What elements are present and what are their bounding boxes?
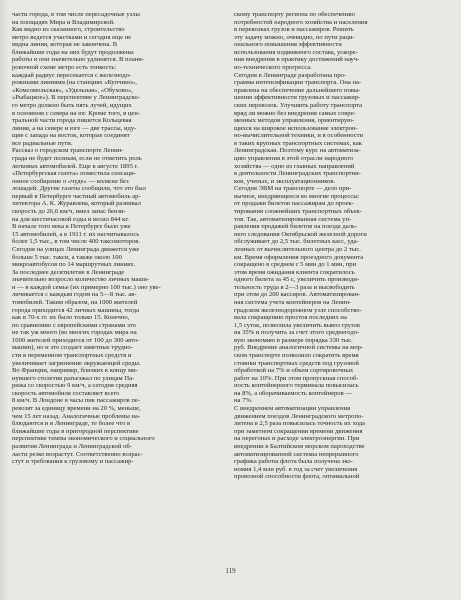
text-line: вычное, внедряющееся во многие процессы:: [234, 192, 360, 200]
text-line: как в 70-х гг. их было только 15. Конечно,: [12, 314, 130, 322]
text-line: на для шестичасовой езды и весил 844 кг.: [12, 215, 129, 223]
text-line: н — в каждой семье (их примерно 100 тыс.) оно уве-: [12, 283, 161, 291]
text-line: потребностей народного хозяйства и населения: [234, 18, 368, 26]
text-line: микроавтобусов по 14 маршрутных линиях.: [12, 261, 136, 269]
text-line: номия 1,4 млн руб. в год за счет увеличения: [234, 465, 358, 473]
text-line: личивается с каждым годом на 5—8 тыс. ав-: [12, 291, 137, 299]
text-line: тральной части города пишется Кольцевая: [12, 117, 132, 125]
right-column: [234, 11, 443, 481]
text-line: чем 15 лет назад. Аналогичные проблемы на-: [12, 412, 141, 420]
text-line: Во Франции, например, близких к концу ми-: [12, 367, 138, 375]
text-line: сокращено в среднем с 5 мин до 1 мин, при: [234, 261, 357, 269]
binding-shadow: [0, 0, 8, 600]
text-line: грамма интенсификации транспорта. Она на-: [234, 79, 362, 87]
text-line: тирования сложнейших транспортных объек-: [234, 208, 362, 216]
text-line: цию управления в этой отрасли народного: [234, 154, 354, 162]
text-line: Ленинградская. Поэтому курс на автоматиза-: [234, 147, 361, 155]
text-line: каждый радиус пересекается с железнодо-: [12, 71, 132, 79]
text-line: Сегодня на улицах Ленинграда движется уже: [12, 245, 140, 253]
text-line: обработкой на 7% и объем сортировочных: [234, 367, 354, 375]
text-line: работы и они значительно удлинятся. В плани-: [12, 56, 145, 64]
text-line: скорость до 26,6 км/ч, имел запас бензи-: [12, 208, 126, 216]
text-line: ков, ученых, и эксплуатационников.: [234, 177, 336, 185]
text-line: 8 км/ч. В Лондоне в часы пик пассажиров пе-: [12, 397, 141, 405]
text-line: литена в 2,5 раза повысилась точность их хода: [234, 420, 366, 428]
text-line: эту задачу можно, очевидно, по пути раци-: [234, 33, 355, 41]
text-line: щихся на широкое использование электрон-: [234, 124, 358, 132]
text-line: использования подвижного состава, ускоре-: [234, 48, 358, 56]
text-line: провозной способности флота, оптимальной: [234, 473, 360, 481]
text-line: на перегонах и расходе электроэнергии. При: [234, 435, 360, 443]
text-line: равления продажей билетов на поезда даль-: [234, 223, 358, 231]
text-line: развития Ленинграда и Ленинградской об-: [12, 442, 132, 450]
text-line: в таких крупных транспортных системах, как: [234, 139, 363, 147]
text-line: тов. Так, автоматизированная система уп-: [234, 215, 352, 223]
text-line: «Комсомольская», «Удельная», «Обухово»,: [12, 86, 133, 94]
text-line: ласти резко возрастут. Соответственно возрас-: [12, 450, 143, 458]
text-line: линия, а на севере и юге — две трассы, иду-: [12, 124, 137, 132]
text-line: одного билета за 45 с, увеличить производи-: [234, 276, 360, 284]
text-line: ная система учета контейнеров на Ленин-: [234, 298, 352, 306]
text-line: нувшего столетия разъезжал по улицам Па-: [12, 374, 135, 382]
text-line: градском железнодорожном узле способство-: [234, 306, 362, 314]
text-line: автоматизированной системы непрерывного: [234, 450, 359, 458]
text-line: км. Время оформления проездного документа: [234, 253, 364, 261]
text-line: ближайшие годы на них будут продолжены: [12, 48, 134, 56]
text-line: ском транспорте позволило сократить время: [234, 352, 359, 360]
text-line: шения эффективности грузовых и пассажир-: [234, 94, 361, 102]
text-line: правлена на обеспечение дальнейшего повы-: [234, 86, 361, 94]
text-line: при заметном сокращении времени движения: [234, 427, 363, 435]
page-number: 119: [225, 567, 236, 575]
text-line: ность контейнерного терминала повысилась: [234, 382, 359, 390]
text-line: города приходится 42 личных машины, тогда: [12, 306, 140, 314]
text-line: томобилей. Таким образом, на 1000 жителей: [12, 298, 138, 306]
text-line: ских перевозок. Улучшить работу транспорта: [234, 101, 363, 109]
text-line: при этом до 200 кассиров. Автоматизирован-: [234, 291, 361, 299]
text-line: сти в переменном транспортных средств и: [12, 352, 132, 360]
text-line: графика работы флота была получена эко-: [234, 458, 353, 466]
text-line: первый в Петербурге частный автомобиль ар-: [12, 192, 141, 200]
text-line: блюдаются и в Ленинграде, те более что в: [12, 420, 131, 428]
text-line: обслуживает до 2,5 тыс. билетных касс, уда-: [234, 238, 359, 246]
text-line: «Петербургская газета» поместила сенсаци-: [12, 170, 136, 178]
text-line: го метро должно быть пять лучей, идущих: [12, 101, 132, 109]
text-line: на площадях Мира и Владимирской.: [12, 18, 115, 26]
text-line: вряд ли можно без внедрения самых совре-: [234, 109, 356, 117]
text-line: 1,5 суток, позволила увеличить вывоз грузов: [234, 321, 360, 329]
text-line: Рассказ о городском транспорте Ленин-: [12, 147, 124, 155]
text-line: ленных от вычислительного центра до 2 тыс.: [234, 245, 361, 253]
left-column: [12, 11, 215, 466]
text-line: 1000 жителей приходится от 100 до 300 авто-: [12, 336, 140, 344]
text-line: 15 автомобилей, а в 1911 г. их насчитывалось: [12, 230, 140, 238]
text-line: но-вычислительной техники, и в особенности: [234, 132, 364, 140]
text-line: хитектора А. К. Журавлева, который развивал: [12, 200, 141, 208]
text-line: стут и требования к грузовому и пассажир-: [12, 458, 134, 466]
text-line: на 7%.: [234, 397, 253, 405]
text-line: более 1,5 тыс., в том числе 400 таксомоторов.: [12, 238, 141, 246]
text-line: ближайшие годы в пригородной перспективе: [12, 427, 139, 435]
text-line: этом время ожидания клиента сократилось: [234, 268, 355, 276]
text-line: стоянки транспортных средств под грузовой: [234, 359, 359, 367]
text-line: работ на 10%. При этом пропускная способ-: [234, 374, 359, 382]
text-line: хозяйства — одно из главных направлений: [234, 162, 355, 170]
text-line: рожными линиями (на станциях «Купчино»,: [12, 79, 137, 87]
text-line: в основном с севера на юг. Кроме того, в цен-: [12, 109, 141, 117]
text-line: но-технического прогресса.: [234, 64, 312, 72]
text-line: рижа со скоростью 9 км/ч, а сегодня средняя: [12, 382, 138, 390]
text-line: тельность труда в 2—3 раза и высвободить: [234, 283, 355, 291]
text-line: «Рыбацкое»). В перспективе у Ленинградско-: [12, 94, 140, 102]
text-line: менных методов управления, ориентирую-: [234, 117, 355, 125]
text-line: по сравнению с европейскими странами это: [12, 321, 136, 329]
text-line: больше 5 тыс. такси, а также около 100: [12, 253, 122, 261]
text-line: ния внедрения в практику достижений науч-: [234, 56, 360, 64]
text-line: машин), но и это создает заметные трудно-: [12, 344, 133, 352]
text-line: вала сокращению простоя последних на: [234, 314, 347, 322]
text-line: Как видно из сказанного, строительство: [12, 26, 125, 34]
text-line: не так уж много (во многих городах мира на: [12, 329, 137, 337]
text-line: ревозят за единицу времени на 20 %, меньше,: [12, 405, 141, 413]
text-line: от продажи билетов пассажирам до проек-: [234, 200, 354, 208]
text-line: Сегодня ЭВМ на транспорте — дело при-: [234, 185, 352, 193]
text-line: в деятельности Ленинградских транспортни-: [234, 170, 361, 178]
text-line: онное сообщение о «чуде» — коляске без: [12, 177, 129, 185]
text-line: видна линия, которая не закончена. В: [12, 41, 118, 49]
text-line: За последнее десятилетие в Ленинграде: [12, 268, 125, 276]
text-line: скорость автомобиля составляет всего: [12, 389, 120, 397]
text-line: легковых автомобилей. Еще в августе 1895 г.: [12, 162, 139, 170]
text-line: на 35% и получить за счет этого среднегодо-: [234, 329, 360, 337]
text-line: метро ведется участками и сегодня еще не: [12, 33, 132, 41]
text-line: на 8%, а оборачиваемость контейнеров —: [234, 389, 352, 397]
text-line: В начале того века в Петербурге было уже: [12, 223, 131, 231]
text-line: Сегодня в Ленинграде разработана про-: [234, 71, 347, 79]
text-line: руб. Внедрение аналогичной системы на мор-: [234, 344, 364, 352]
text-line: перспективе темпы экономического и социального: [12, 435, 155, 443]
text-line: вую экономию в размере порядка 330 тыс.: [234, 336, 353, 344]
text-line: ровочной схеме метро есть тонкость:: [12, 64, 117, 72]
text-line: града не будет полным, если не отметить роль: [12, 154, 142, 162]
text-line: щие с запада на восток, которые соединят: [12, 132, 130, 140]
text-line: значительно возросло количество личных маши-: [12, 276, 150, 284]
text-line: лошадей. Другие газеты сообщили, что это был: [12, 185, 146, 193]
text-line: С внедрением автоматизации управления: [234, 405, 351, 413]
text-line: части города, в том числе пересадочные узлы: [12, 11, 140, 18]
text-line: все радиальные пути.: [12, 139, 73, 147]
text-line: увеличивает загрязнение окружающей среды.: [12, 359, 141, 367]
text-line: него следования Октябрьской железной дороги: [234, 230, 367, 238]
text-line: онального повышения эффективности: [234, 41, 342, 49]
text-line: движением поездов Ленинградского метропо-: [234, 412, 364, 420]
text-line: внедрении в Балтийском морском пароходстве: [234, 442, 365, 450]
text-line: в перевозках грузов и пассажиров. Решить: [234, 26, 354, 34]
text-line: скому транспорту региона по обеспечению: [234, 11, 355, 18]
